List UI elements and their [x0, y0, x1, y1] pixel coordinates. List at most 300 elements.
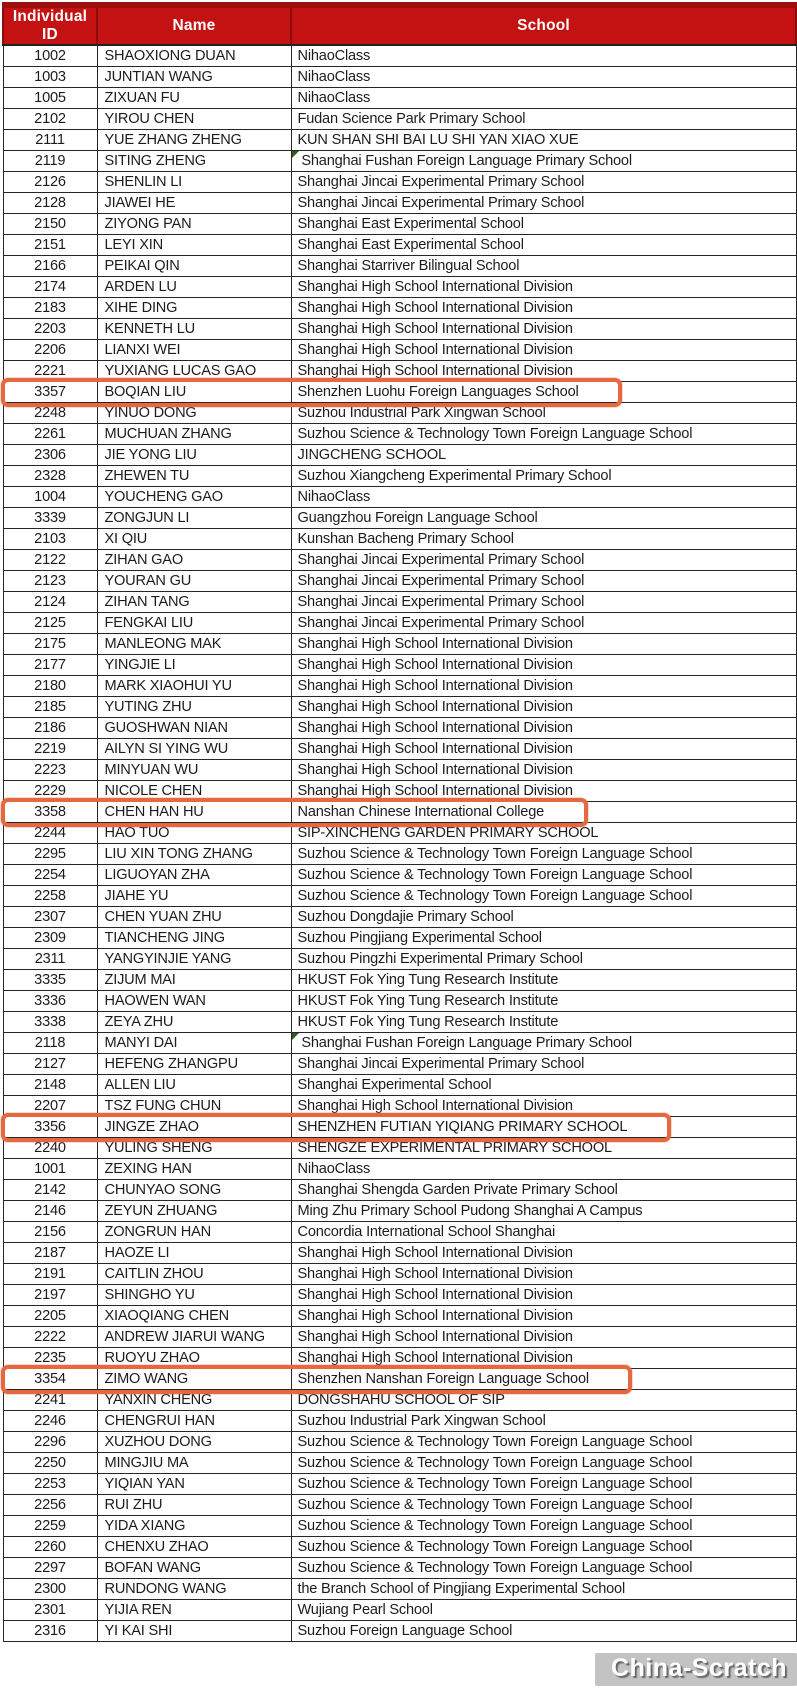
name-cell[interactable]: ZIJUM MAI — [97, 970, 291, 991]
school-text: Shanghai High School International Division — [297, 657, 573, 673]
individual-id-cell[interactable]: 2219 — [3, 739, 97, 760]
school-cell[interactable] — [291, 256, 796, 277]
table-row — [3, 1096, 796, 1117]
school-cell[interactable] — [291, 1537, 796, 1558]
individual-id-cell[interactable]: 2301 — [3, 1600, 97, 1621]
school-cell[interactable] — [291, 1516, 796, 1537]
name-cell[interactable]: JINGZE ZHAO — [97, 1117, 291, 1138]
individual-id-cell[interactable]: 2256 — [3, 1495, 97, 1516]
name-cell[interactable]: HEFENG ZHANGPU — [97, 1054, 291, 1075]
school-cell[interactable] — [291, 781, 796, 802]
school-text: NihaoClass — [297, 69, 371, 85]
school-cell[interactable] — [291, 382, 796, 403]
name-cell[interactable]: MUCHUAN ZHANG — [97, 424, 291, 445]
school-cell[interactable] — [291, 466, 796, 487]
individual-id-cell[interactable]: 2250 — [3, 1453, 97, 1474]
school-text: KUN SHAN SHI BAI LU SHI YAN XIAO XUE — [297, 132, 579, 148]
individual-id-cell[interactable]: 2254 — [3, 865, 97, 886]
school-cell[interactable] — [291, 1306, 796, 1327]
name-cell[interactable]: RUNDONG WANG — [97, 1579, 291, 1600]
school-cell[interactable] — [291, 718, 796, 739]
name-cell[interactable]: YINGJIE LI — [97, 655, 291, 676]
school-cell[interactable] — [291, 676, 796, 697]
individual-id-cell[interactable]: 1003 — [3, 67, 97, 88]
individual-id-cell[interactable]: 2259 — [3, 1516, 97, 1537]
school-cell[interactable] — [291, 1474, 796, 1495]
name-cell[interactable]: CHEN YUAN ZHU — [97, 907, 291, 928]
school-cell[interactable] — [291, 1264, 796, 1285]
table-row — [3, 403, 796, 424]
name-cell[interactable]: XI QIU — [97, 529, 291, 550]
individual-id-cell[interactable]: 2222 — [3, 1327, 97, 1348]
school-cell[interactable] — [291, 760, 796, 781]
school-text: Shanghai East Experimental School — [297, 237, 524, 253]
individual-id-cell[interactable]: 1004 — [3, 487, 97, 508]
school-text: Shanghai High School International Division — [297, 321, 573, 337]
table-row — [3, 1054, 796, 1075]
name-cell[interactable]: SHENLIN LI — [97, 172, 291, 193]
school-text: Guangzhou Foreign Language School — [297, 510, 538, 526]
school-cell[interactable] — [291, 991, 796, 1012]
name-cell[interactable]: JIAWEI HE — [97, 193, 291, 214]
table-row — [3, 970, 796, 991]
individual-id-cell[interactable]: 2166 — [3, 256, 97, 277]
individual-id-cell[interactable]: 2260 — [3, 1537, 97, 1558]
table-row — [3, 256, 796, 277]
table-row — [3, 949, 796, 970]
name-cell[interactable]: YUE ZHANG ZHENG — [97, 130, 291, 151]
name-cell[interactable]: RUI ZHU — [97, 1495, 291, 1516]
school-cell[interactable] — [291, 1495, 796, 1516]
individual-id-cell[interactable]: 2306 — [3, 445, 97, 466]
school-cell[interactable] — [291, 1096, 796, 1117]
name-cell[interactable]: CHEN HAN HU — [97, 802, 291, 823]
school-cell[interactable] — [291, 613, 796, 634]
name-cell[interactable]: JUNTIAN WANG — [97, 67, 291, 88]
individual-id-cell[interactable]: 2311 — [3, 949, 97, 970]
school-cell[interactable] — [291, 928, 796, 949]
school-cell[interactable] — [291, 1453, 796, 1474]
name-cell[interactable]: JIAHE YU — [97, 886, 291, 907]
school-cell[interactable] — [291, 487, 796, 508]
individual-id-cell[interactable]: 2146 — [3, 1201, 97, 1222]
name-cell[interactable]: ZEYUN ZHUANG — [97, 1201, 291, 1222]
individual-id-cell[interactable]: 2261 — [3, 424, 97, 445]
school-cell[interactable] — [291, 802, 796, 823]
school-cell[interactable] — [291, 88, 796, 109]
school-cell[interactable] — [291, 193, 796, 214]
school-text: Shanghai Starriver Bilingual School — [297, 258, 520, 274]
table-row — [3, 1474, 796, 1495]
school-cell[interactable] — [291, 1159, 796, 1180]
name-cell[interactable]: YANGYINJIE YANG — [97, 949, 291, 970]
school-text: Shanghai Experimental School — [297, 1077, 492, 1093]
name-cell[interactable]: TSZ FUNG CHUN — [97, 1096, 291, 1117]
name-cell[interactable]: SHAOXIONG DUAN — [97, 45, 291, 67]
school-text: Suzhou Science & Technology Town Foreign Language School — [297, 1455, 693, 1471]
school-cell[interactable] — [291, 340, 796, 361]
school-cell[interactable] — [291, 550, 796, 571]
name-cell[interactable]: ZIHAN GAO — [97, 550, 291, 571]
individual-id-cell[interactable]: 3357 — [3, 382, 97, 403]
individual-id-cell[interactable]: 2185 — [3, 697, 97, 718]
school-cell[interactable] — [291, 45, 796, 67]
name-cell[interactable]: MANYI DAI — [97, 1033, 291, 1054]
school-cell[interactable] — [291, 1222, 796, 1243]
table-row — [3, 1369, 796, 1390]
school-text: Shanghai High School International Division — [297, 762, 573, 778]
individual-id-cell[interactable]: 2191 — [3, 1264, 97, 1285]
name-cell[interactable]: HAO TUO — [97, 823, 291, 844]
individual-id-cell[interactable]: 2177 — [3, 655, 97, 676]
individual-id-cell[interactable]: 2244 — [3, 823, 97, 844]
table-row — [3, 1579, 796, 1600]
name-cell[interactable]: CAITLIN ZHOU — [97, 1264, 291, 1285]
individual-id-cell[interactable]: 2246 — [3, 1411, 97, 1432]
name-cell[interactable]: YUTING ZHU — [97, 697, 291, 718]
individual-id-cell[interactable]: 2197 — [3, 1285, 97, 1306]
table-row — [3, 382, 796, 403]
school-text: Nanshan Chinese International College — [297, 804, 545, 820]
individual-id-cell[interactable]: 2328 — [3, 466, 97, 487]
individual-id-cell[interactable]: 2183 — [3, 298, 97, 319]
name-cell[interactable]: YI KAI SHI — [97, 1621, 291, 1642]
school-cell[interactable] — [291, 130, 796, 151]
name-cell[interactable]: SHINGHO YU — [97, 1285, 291, 1306]
individual-id-cell[interactable]: 3356 — [3, 1117, 97, 1138]
school-cell[interactable] — [291, 151, 796, 172]
school-cell[interactable] — [291, 403, 796, 424]
table-row — [3, 1495, 796, 1516]
school-cell[interactable] — [291, 1075, 796, 1096]
school-text: Shanghai High School International Division — [297, 636, 573, 652]
table-row — [3, 88, 796, 109]
individual-id-cell[interactable]: 2206 — [3, 340, 97, 361]
school-cell[interactable] — [291, 1117, 796, 1138]
individual-id-cell[interactable]: 2103 — [3, 529, 97, 550]
school-cell[interactable] — [291, 1621, 796, 1642]
school-text: SHENZHEN FUTIAN YIQIANG PRIMARY SCHOOL — [297, 1119, 628, 1135]
school-text: Shanghai Fushan Foreign Language Primary School — [297, 1035, 632, 1051]
school-cell[interactable] — [291, 1012, 796, 1033]
individual-id-cell[interactable]: 1002 — [3, 45, 97, 67]
school-cell[interactable] — [291, 1411, 796, 1432]
table-header — [3, 5, 796, 45]
school-cell[interactable] — [291, 592, 796, 613]
individual-id-cell[interactable]: 2186 — [3, 718, 97, 739]
school-cell[interactable] — [291, 235, 796, 256]
individual-id-cell[interactable]: 2221 — [3, 361, 97, 382]
school-cell[interactable] — [291, 823, 796, 844]
individual-id-cell[interactable]: 2102 — [3, 109, 97, 130]
school-cell[interactable] — [291, 949, 796, 970]
table-row — [3, 340, 796, 361]
name-cell[interactable]: FENGKAI LIU — [97, 613, 291, 634]
name-cell[interactable]: CHUNYAO SONG — [97, 1180, 291, 1201]
column-header-school[interactable]: School — [291, 5, 796, 45]
school-text: HKUST Fok Ying Tung Research Institute — [297, 972, 559, 988]
name-cell[interactable]: CHENGRUI HAN — [97, 1411, 291, 1432]
name-cell[interactable]: YANXIN CHENG — [97, 1390, 291, 1411]
table-row — [3, 1516, 796, 1537]
school-text: Shanghai High School International Division — [297, 1329, 573, 1345]
table-row — [3, 1264, 796, 1285]
individual-id-cell[interactable]: 2124 — [3, 592, 97, 613]
table-row — [3, 886, 796, 907]
individual-id-cell[interactable]: 2316 — [3, 1621, 97, 1642]
individual-id-cell[interactable]: 2125 — [3, 613, 97, 634]
table-row — [3, 865, 796, 886]
table-row — [3, 193, 796, 214]
school-cell[interactable] — [291, 1390, 796, 1411]
school-cell[interactable] — [291, 634, 796, 655]
name-cell[interactable]: ZONGJUN LI — [97, 508, 291, 529]
school-text: Ming Zhu Primary School Pudong Shanghai A Campus — [297, 1203, 643, 1219]
individual-id-cell[interactable]: 2258 — [3, 886, 97, 907]
name-cell[interactable]: YIROU CHEN — [97, 109, 291, 130]
school-cell[interactable] — [291, 1558, 796, 1579]
name-cell[interactable]: PEIKAI QIN — [97, 256, 291, 277]
name-cell[interactable]: CHENXU ZHAO — [97, 1537, 291, 1558]
individual-id-cell[interactable]: 2156 — [3, 1222, 97, 1243]
school-cell[interactable] — [291, 298, 796, 319]
school-text: Shanghai Jincai Experimental Primary School — [297, 615, 585, 631]
column-header-name[interactable]: Name — [97, 5, 291, 45]
individual-id-cell[interactable]: 3338 — [3, 1012, 97, 1033]
school-text: Suzhou Science & Technology Town Foreign Language School — [297, 1497, 693, 1513]
table-row — [3, 1411, 796, 1432]
school-cell[interactable] — [291, 655, 796, 676]
school-cell[interactable] — [291, 277, 796, 298]
table-row — [3, 613, 796, 634]
table-row — [3, 1138, 796, 1159]
school-cell[interactable] — [291, 697, 796, 718]
school-cell[interactable] — [291, 1138, 796, 1159]
school-cell[interactable] — [291, 1600, 796, 1621]
school-text: Suzhou Xiangcheng Experimental Primary School — [297, 468, 612, 484]
name-cell[interactable]: NICOLE CHEN — [97, 781, 291, 802]
individual-id-cell[interactable]: 2309 — [3, 928, 97, 949]
school-cell[interactable] — [291, 445, 796, 466]
school-cell[interactable] — [291, 739, 796, 760]
table-row — [3, 634, 796, 655]
school-cell[interactable] — [291, 1369, 796, 1390]
school-cell[interactable] — [291, 970, 796, 991]
school-text: NihaoClass — [297, 48, 371, 64]
individual-id-cell[interactable]: 2241 — [3, 1390, 97, 1411]
school-text: Shanghai High School International Division — [297, 1287, 573, 1303]
name-cell[interactable]: KENNETH LU — [97, 319, 291, 340]
school-text: Suzhou Science & Technology Town Foreign Language School — [297, 888, 693, 904]
school-cell[interactable] — [291, 1432, 796, 1453]
individual-id-cell[interactable]: 2207 — [3, 1096, 97, 1117]
individual-id-cell[interactable]: 2253 — [3, 1474, 97, 1495]
table-row — [3, 1012, 796, 1033]
name-cell[interactable]: YUXIANG LUCAS GAO — [97, 361, 291, 382]
individual-id-cell[interactable]: 2223 — [3, 760, 97, 781]
table-row — [3, 550, 796, 571]
individual-id-cell[interactable]: 2148 — [3, 1075, 97, 1096]
school-cell[interactable] — [291, 844, 796, 865]
individual-id-cell[interactable]: 2240 — [3, 1138, 97, 1159]
school-text: Shanghai Jincai Experimental Primary School — [297, 1056, 585, 1072]
name-cell[interactable]: ZIYONG PAN — [97, 214, 291, 235]
name-cell[interactable]: LIU XIN TONG ZHANG — [97, 844, 291, 865]
school-cell[interactable] — [291, 424, 796, 445]
school-cell[interactable] — [291, 214, 796, 235]
school-cell[interactable] — [291, 1327, 796, 1348]
name-cell[interactable]: YINUO DONG — [97, 403, 291, 424]
individual-id-cell[interactable]: 3358 — [3, 802, 97, 823]
school-cell[interactable] — [291, 67, 796, 88]
individual-id-cell[interactable]: 2127 — [3, 1054, 97, 1075]
name-cell[interactable]: ZEYA ZHU — [97, 1012, 291, 1033]
school-cell[interactable] — [291, 172, 796, 193]
individual-id-cell[interactable]: 2126 — [3, 172, 97, 193]
name-cell[interactable]: GUOSHWAN NIAN — [97, 718, 291, 739]
school-cell[interactable] — [291, 907, 796, 928]
name-cell[interactable]: BOQIAN LIU — [97, 382, 291, 403]
green-triangle-marker-icon — [292, 151, 299, 158]
individual-id-cell[interactable]: 1001 — [3, 1159, 97, 1180]
name-cell[interactable]: MANLEONG MAK — [97, 634, 291, 655]
table-row — [3, 1558, 796, 1579]
name-cell[interactable]: ZHEWEN TU — [97, 466, 291, 487]
school-cell[interactable] — [291, 361, 796, 382]
name-cell[interactable]: ZIXUAN FU — [97, 88, 291, 109]
individual-id-cell[interactable]: 2248 — [3, 403, 97, 424]
name-cell[interactable]: TIANCHENG JING — [97, 928, 291, 949]
individual-id-cell[interactable]: 2118 — [3, 1033, 97, 1054]
table-row — [3, 424, 796, 445]
school-text: Shanghai High School International Division — [297, 1245, 573, 1261]
individual-id-cell[interactable]: 2174 — [3, 277, 97, 298]
name-cell[interactable]: HAOWEN WAN — [97, 991, 291, 1012]
name-cell[interactable]: XUZHOU DONG — [97, 1432, 291, 1453]
name-cell[interactable]: ANDREW JIARUI WANG — [97, 1327, 291, 1348]
table-row — [3, 1285, 796, 1306]
individual-id-cell[interactable]: 2203 — [3, 319, 97, 340]
school-cell[interactable] — [291, 508, 796, 529]
individual-id-cell[interactable]: 2300 — [3, 1579, 97, 1600]
individual-id-cell[interactable]: 2205 — [3, 1306, 97, 1327]
name-cell[interactable]: ALLEN LIU — [97, 1075, 291, 1096]
name-cell[interactable]: ZONGRUN HAN — [97, 1222, 291, 1243]
school-cell[interactable] — [291, 1054, 796, 1075]
school-cell[interactable] — [291, 319, 796, 340]
table-row — [3, 1537, 796, 1558]
school-text: Suzhou Pingzhi Experimental Primary School — [297, 951, 583, 967]
school-cell[interactable] — [291, 529, 796, 550]
individual-id-cell[interactable]: 3335 — [3, 970, 97, 991]
table-row — [3, 1201, 796, 1222]
column-header-individual-id[interactable]: Individual ID — [3, 5, 97, 45]
name-cell[interactable]: LEYI XIN — [97, 235, 291, 256]
name-cell[interactable]: SITING ZHENG — [97, 151, 291, 172]
name-cell[interactable]: YIDA XIANG — [97, 1516, 291, 1537]
name-cell[interactable]: ZIHAN TANG — [97, 592, 291, 613]
name-cell[interactable]: MARK XIAOHUI YU — [97, 676, 291, 697]
table-row — [3, 1327, 796, 1348]
school-text: Fudan Science Park Primary School — [297, 111, 526, 127]
name-cell[interactable]: JIE YONG LIU — [97, 445, 291, 466]
individual-id-cell[interactable]: 3336 — [3, 991, 97, 1012]
name-cell[interactable]: XIAOQIANG CHEN — [97, 1306, 291, 1327]
name-cell[interactable]: YOURAN GU — [97, 571, 291, 592]
name-cell[interactable]: BOFAN WANG — [97, 1558, 291, 1579]
school-cell[interactable] — [291, 571, 796, 592]
school-cell[interactable] — [291, 1285, 796, 1306]
individual-id-cell[interactable]: 2123 — [3, 571, 97, 592]
school-cell[interactable] — [291, 886, 796, 907]
school-cell[interactable] — [291, 1243, 796, 1264]
school-cell[interactable] — [291, 1033, 796, 1054]
name-cell[interactable]: LIANXI WEI — [97, 340, 291, 361]
individual-id-cell[interactable]: 2296 — [3, 1432, 97, 1453]
individual-id-cell[interactable]: 2122 — [3, 550, 97, 571]
table-row — [3, 655, 796, 676]
individual-id-cell[interactable]: 1005 — [3, 88, 97, 109]
individual-id-cell[interactable]: 2235 — [3, 1348, 97, 1369]
individual-id-cell[interactable]: 2297 — [3, 1558, 97, 1579]
individual-id-cell[interactable]: 2111 — [3, 130, 97, 151]
school-text: NihaoClass — [297, 1161, 371, 1177]
individual-id-cell[interactable]: 2151 — [3, 235, 97, 256]
name-cell[interactable]: YULING SHENG — [97, 1138, 291, 1159]
name-cell[interactable]: MINGJIU MA — [97, 1453, 291, 1474]
watermark: China-Scratch — [595, 1653, 797, 1686]
school-cell[interactable] — [291, 1201, 796, 1222]
individual-id-cell[interactable]: 2150 — [3, 214, 97, 235]
table-row — [3, 1390, 796, 1411]
name-cell[interactable]: ARDEN LU — [97, 277, 291, 298]
table-row — [3, 109, 796, 130]
school-cell[interactable] — [291, 109, 796, 130]
individual-id-cell[interactable]: 2180 — [3, 676, 97, 697]
individual-id-cell[interactable]: 2187 — [3, 1243, 97, 1264]
name-cell[interactable]: AILYN SI YING WU — [97, 739, 291, 760]
individual-id-cell[interactable]: 2295 — [3, 844, 97, 865]
individual-id-cell[interactable]: 2307 — [3, 907, 97, 928]
individual-id-cell[interactable]: 3339 — [3, 508, 97, 529]
name-cell[interactable]: ZEXING HAN — [97, 1159, 291, 1180]
name-cell[interactable]: YIJIA REN — [97, 1600, 291, 1621]
school-text: Shanghai Jincai Experimental Primary School — [297, 573, 585, 589]
name-cell[interactable]: YOUCHENG GAO — [97, 487, 291, 508]
name-cell[interactable]: YIQIAN YAN — [97, 1474, 291, 1495]
school-cell[interactable] — [291, 1579, 796, 1600]
school-text: Suzhou Science & Technology Town Foreign Language School — [297, 1518, 693, 1534]
table-row — [3, 1117, 796, 1138]
name-cell[interactable]: ZIMO WANG — [97, 1369, 291, 1390]
individual-id-cell[interactable]: 2128 — [3, 193, 97, 214]
individual-id-cell[interactable]: 2119 — [3, 151, 97, 172]
individual-id-cell[interactable]: 2229 — [3, 781, 97, 802]
individual-id-cell[interactable]: 3354 — [3, 1369, 97, 1390]
school-cell[interactable] — [291, 1180, 796, 1201]
spreadsheet-page — [0, 2, 797, 1700]
individual-id-cell[interactable]: 2142 — [3, 1180, 97, 1201]
name-cell[interactable]: MINYUAN WU — [97, 760, 291, 781]
school-cell[interactable] — [291, 1348, 796, 1369]
name-cell[interactable]: HAOZE LI — [97, 1243, 291, 1264]
name-cell[interactable]: XIHE DING — [97, 298, 291, 319]
name-cell[interactable]: LIGUOYAN ZHA — [97, 865, 291, 886]
school-cell[interactable] — [291, 865, 796, 886]
school-text: Suzhou Science & Technology Town Foreign Language School — [297, 426, 693, 442]
individual-id-cell[interactable]: 2175 — [3, 634, 97, 655]
name-cell[interactable]: RUOYU ZHAO — [97, 1348, 291, 1369]
